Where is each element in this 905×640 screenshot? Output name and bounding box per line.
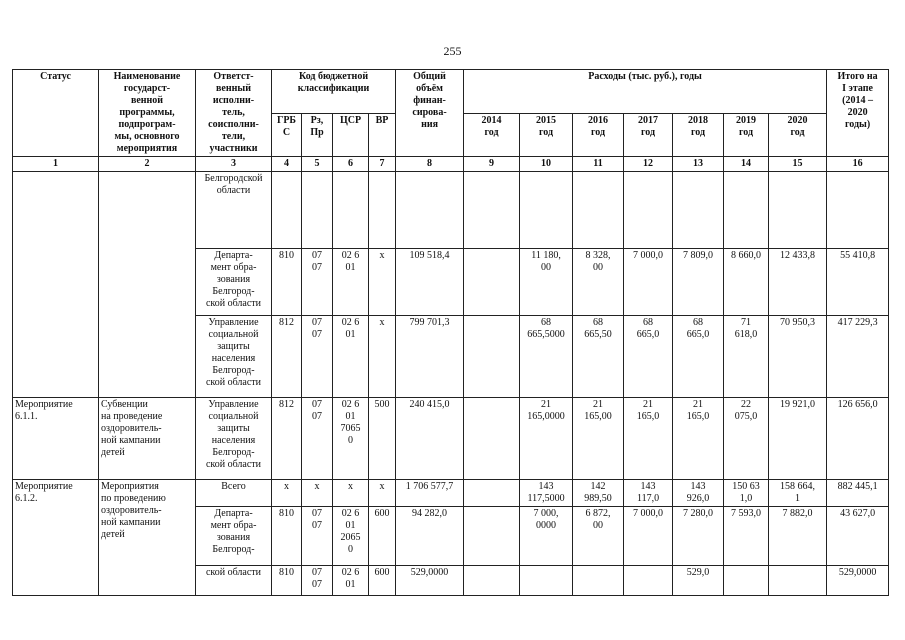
rzpr-cell: 07 07 <box>302 507 333 566</box>
executor-cell: Управление социальной защиты населения Белгород- ской области <box>196 398 272 480</box>
year-cell: 8 328, 00 <box>573 249 624 316</box>
year-cell: 158 664, 1 <box>769 480 827 507</box>
col-number: 13 <box>673 157 724 172</box>
rzpr-cell: 07 07 <box>302 398 333 480</box>
year-cell <box>769 566 827 596</box>
status-cell <box>13 172 99 398</box>
grbs-cell <box>272 172 302 249</box>
col-number: 11 <box>573 157 624 172</box>
executor-cell: Всего <box>196 480 272 507</box>
name-cell <box>99 172 196 398</box>
year-cell: 529,0 <box>673 566 724 596</box>
year-cell <box>673 172 724 249</box>
csr-cell: х <box>333 480 369 507</box>
year-cell: 21 165,0 <box>624 398 673 480</box>
itogo-cell: 126 656,0 <box>827 398 889 480</box>
year-cell <box>573 172 624 249</box>
itogo-cell: 55 410,8 <box>827 249 889 316</box>
year-cell: 8 660,0 <box>724 249 769 316</box>
rzpr-cell: 07 07 <box>302 566 333 596</box>
total-cell: 529,0000 <box>396 566 464 596</box>
executor-cell: Департа- мент обра- зования Белгород- ской области <box>196 249 272 316</box>
col-number: 10 <box>520 157 573 172</box>
year-cell <box>573 566 624 596</box>
year-cell: 68 665,0 <box>673 316 724 398</box>
year-cell: 12 433,8 <box>769 249 827 316</box>
table-row <box>13 172 889 249</box>
header-itogo: Итого на I этапе (2014 – 2020 годы) <box>827 70 889 157</box>
year-cell <box>464 398 520 480</box>
executor-cell: ской области <box>196 566 272 596</box>
col-number: 2 <box>99 157 196 172</box>
header-year-2019: 2019 год <box>724 113 769 157</box>
total-cell: 799 701,3 <box>396 316 464 398</box>
col-number: 6 <box>333 157 369 172</box>
executor-cell: Департа- мент обра- зования Белгород- <box>196 507 272 566</box>
year-cell <box>624 566 673 596</box>
header-budget-code: Код бюджетной классификации <box>272 70 396 114</box>
year-cell: 68 665,0 <box>624 316 673 398</box>
vr-cell: х <box>369 316 396 398</box>
col-number: 14 <box>724 157 769 172</box>
csr-cell: 02 6 01 <box>333 316 369 398</box>
executor-cell: Управление социальной защиты населения Белгород- ской области <box>196 316 272 398</box>
itogo-cell <box>827 172 889 249</box>
header-year-2020: 2020 год <box>769 113 827 157</box>
year-cell <box>464 507 520 566</box>
table-row <box>13 480 889 507</box>
grbs-cell: 810 <box>272 566 302 596</box>
vr-cell <box>369 172 396 249</box>
year-cell <box>724 566 769 596</box>
col-number: 5 <box>302 157 333 172</box>
header-name: Наименование государст- венной программы, подпрограм- мы, основного мероприятия <box>99 70 196 157</box>
vr-cell: х <box>369 249 396 316</box>
year-cell: 7 280,0 <box>673 507 724 566</box>
year-cell: 7 000, 0000 <box>520 507 573 566</box>
year-cell: 71 618,0 <box>724 316 769 398</box>
rzpr-cell: 07 07 <box>302 249 333 316</box>
total-cell: 1 706 577,7 <box>396 480 464 507</box>
col-number: 16 <box>827 157 889 172</box>
year-cell: 143 926,0 <box>673 480 724 507</box>
grbs-cell: 812 <box>272 398 302 480</box>
year-cell: 7 000,0 <box>624 249 673 316</box>
header-grbs: ГРБ С <box>272 113 302 157</box>
year-cell: 143 117,5000 <box>520 480 573 507</box>
itogo-cell: 417 229,3 <box>827 316 889 398</box>
csr-cell <box>333 172 369 249</box>
year-cell: 70 950,3 <box>769 316 827 398</box>
year-cell: 7 000,0 <box>624 507 673 566</box>
col-number: 9 <box>464 157 520 172</box>
total-cell: 109 518,4 <box>396 249 464 316</box>
status-cell: Мероприятие 6.1.2. <box>13 480 99 596</box>
header-year-2014: 2014 год <box>464 113 520 157</box>
total-cell: 94 282,0 <box>396 507 464 566</box>
year-cell: 6 872, 00 <box>573 507 624 566</box>
year-cell: 21 165,0 <box>673 398 724 480</box>
rzpr-cell: 07 07 <box>302 316 333 398</box>
grbs-cell: 812 <box>272 316 302 398</box>
itogo-cell: 529,0000 <box>827 566 889 596</box>
csr-cell: 02 6 01 2065 0 <box>333 507 369 566</box>
year-cell: 150 63 1,0 <box>724 480 769 507</box>
header-year-2015: 2015 год <box>520 113 573 157</box>
header-executor: Ответст- венный исполни- тель, соисполни- тели, участники <box>196 70 272 157</box>
csr-cell: 02 6 01 7065 0 <box>333 398 369 480</box>
executor-cell: Белгородской области <box>196 172 272 249</box>
year-cell: 21 165,0000 <box>520 398 573 480</box>
col-number: 3 <box>196 157 272 172</box>
header-expenses: Расходы (тыс. руб.), годы <box>464 70 827 114</box>
vr-cell: 500 <box>369 398 396 480</box>
col-number: 15 <box>769 157 827 172</box>
year-cell: 68 665,50 <box>573 316 624 398</box>
year-cell <box>520 566 573 596</box>
rzpr-cell: х <box>302 480 333 507</box>
year-cell <box>769 172 827 249</box>
year-cell: 19 921,0 <box>769 398 827 480</box>
year-cell <box>464 249 520 316</box>
year-cell: 142 989,50 <box>573 480 624 507</box>
grbs-cell: 810 <box>272 249 302 316</box>
year-cell: 21 165,00 <box>573 398 624 480</box>
csr-cell: 02 6 01 <box>333 566 369 596</box>
grbs-cell: х <box>272 480 302 507</box>
vr-cell: 600 <box>369 566 396 596</box>
header-total: Общий объём финан- сирова- ния <box>396 70 464 157</box>
year-cell: 7 593,0 <box>724 507 769 566</box>
year-cell <box>464 480 520 507</box>
itogo-cell: 43 627,0 <box>827 507 889 566</box>
budget-table <box>12 69 889 596</box>
vr-cell: х <box>369 480 396 507</box>
header-csr: ЦСР <box>333 113 369 157</box>
year-cell: 143 117,0 <box>624 480 673 507</box>
year-cell <box>464 172 520 249</box>
csr-cell: 02 6 01 <box>333 249 369 316</box>
year-cell <box>520 172 573 249</box>
col-number: 8 <box>396 157 464 172</box>
col-number: 12 <box>624 157 673 172</box>
name-cell: Субвенции на проведение оздоровитель- ной кампании детей <box>99 398 196 480</box>
grbs-cell: 810 <box>272 507 302 566</box>
header-vr: ВР <box>369 113 396 157</box>
year-cell: 68 665,5000 <box>520 316 573 398</box>
year-cell <box>724 172 769 249</box>
col-number: 1 <box>13 157 99 172</box>
year-cell <box>624 172 673 249</box>
col-number: 7 <box>369 157 396 172</box>
header-year-2016: 2016 год <box>573 113 624 157</box>
header-status: Статус <box>13 70 99 157</box>
header-rzpr: Рз, Пр <box>302 113 333 157</box>
year-cell: 11 180, 00 <box>520 249 573 316</box>
vr-cell: 600 <box>369 507 396 566</box>
year-cell: 7 809,0 <box>673 249 724 316</box>
page-number: 255 <box>443 44 462 58</box>
year-cell: 22 075,0 <box>724 398 769 480</box>
year-cell: 7 882,0 <box>769 507 827 566</box>
year-cell <box>464 316 520 398</box>
total-cell <box>396 172 464 249</box>
name-cell: Мероприятия по проведению оздоровитель- ной кампании детей <box>99 480 196 596</box>
header-year-2017: 2017 год <box>624 113 673 157</box>
col-number: 4 <box>272 157 302 172</box>
rzpr-cell <box>302 172 333 249</box>
status-cell: Мероприятие 6.1.1. <box>13 398 99 480</box>
total-cell: 240 415,0 <box>396 398 464 480</box>
year-cell <box>464 566 520 596</box>
itogo-cell: 882 445,1 <box>827 480 889 507</box>
table-row <box>13 398 889 480</box>
header-year-2018: 2018 год <box>673 113 724 157</box>
